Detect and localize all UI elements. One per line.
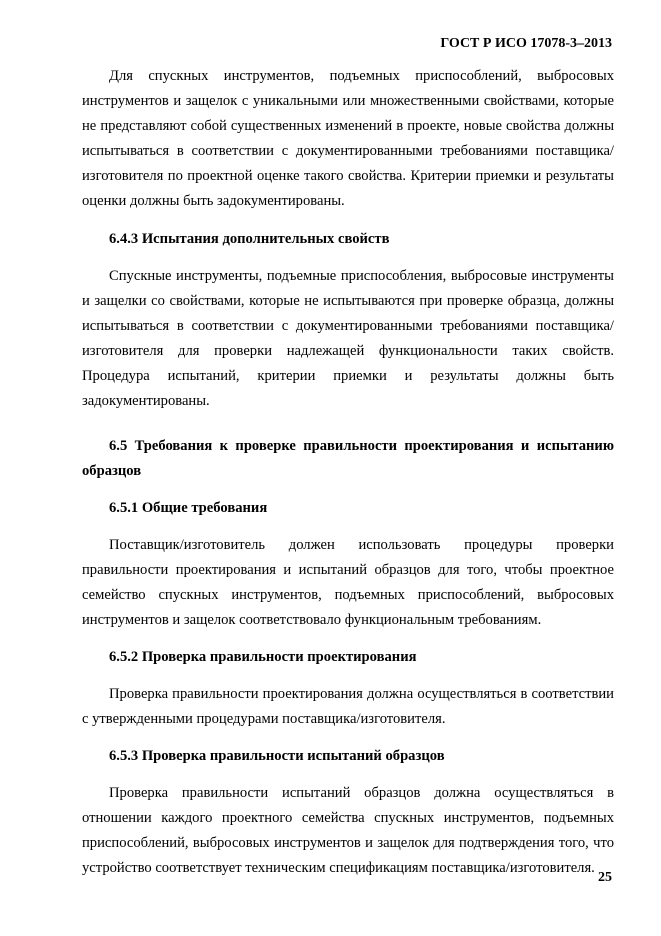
paragraph-general-requirements: Поставщик/изготовитель должен использовать процедуры проверки правильности проектирования и испытаний образцов для того, чтобы проектное семейство спускных инструментов, подъемных приспособлений, выбросовых инструментов и защелок соответствовало функциональным требованиям.	[82, 537, 614, 628]
section-heading-6-4-3: 6.4.3 Испытания дополнительных свойств	[109, 231, 390, 247]
section-heading-6-5-3: 6.5.3 Проверка правильности испытаний образцов	[109, 748, 445, 764]
section-heading-6-5-1: 6.5.1 Общие требования	[109, 500, 268, 516]
section-heading-6-5: 6.5 Требования к проверке правильности проектирования и испытанию образцов	[82, 438, 614, 479]
paragraph-sample-test-verification: Проверка правильности испытаний образцов должна осуществляться в отношении каждого проектного семейства спускных инструментов, подъемных приспособлений, выбросовых инструментов и защелок для подтверждения того, что устройство соответствует техническим спецификациям поставщика/изготовителя.	[82, 785, 614, 876]
paragraph-additional-properties: Спускные инструменты, подъемные приспособления, выбросовые инструменты и защелки со свойствами, которые не испытываются при проверке образца, должны испытываться в соответствии с документированными требованиями поставщика/изготовителя для проверки надлежащей функциональности таких свойств. Процедура испытаний, критерии приемки и результаты должны быть задокументированы.	[82, 268, 614, 409]
page-number: 25	[598, 870, 612, 885]
page-content	[82, 64, 614, 881]
paragraph-unique-properties: Для спускных инструментов, подъемных приспособлений, выбросовых инструментов и защелок с уникальными или множественными свойствами, которые не представляют собой существенных изменений в проекте, новые свойства должны испытываться в соответствии с документированными требованиями поставщика/изготовителя по проектной оценке такого свойства. Критерии приемки и результаты оценки должны быть задокументированы.	[82, 68, 614, 209]
section-heading-6-5-2: 6.5.2 Проверка правильности проектирования	[109, 649, 417, 665]
paragraph-design-verification: Проверка правильности проектирования должна осуществляться в соответствии с утвержденными процедурами поставщика/изготовителя.	[82, 686, 614, 727]
document-header: ГОСТ Р ИСО 17078-3–2013	[440, 36, 612, 51]
